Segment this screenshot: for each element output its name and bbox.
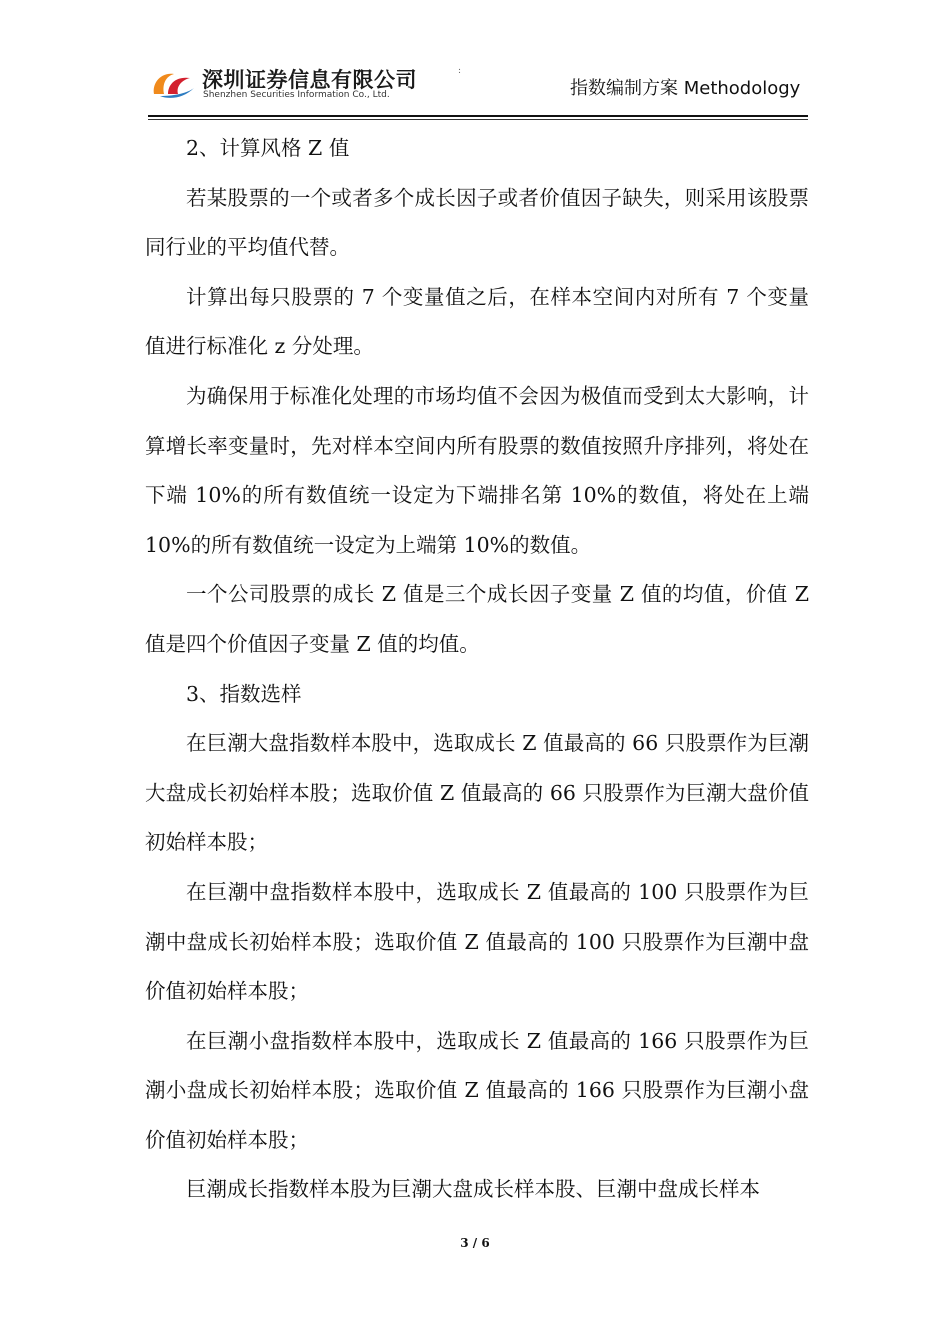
paragraph: 在巨潮大盘指数样本股中，选取成长 Z 值最高的 66 只股票作为巨潮大盘成长初始样本股；选取价值 Z 值最高的 66 只股票作为巨潮大盘价值初始样本股； bbox=[145, 731, 809, 855]
header-rule-thin bbox=[148, 119, 808, 120]
paragraph: 在巨潮小盘指数样本股中，选取成长 Z 值最高的 166 只股票作为巨潮小盘成长初始样本股；选取价值 Z 值最高的 166 只股票作为巨潮小盘价值初始样本股； bbox=[145, 1028, 809, 1152]
page-header bbox=[0, 0, 950, 122]
header-section-title: 指数编制方案 Methodology bbox=[570, 78, 801, 99]
section-heading: 3、指数选样 bbox=[186, 681, 302, 706]
company-logo-icon bbox=[150, 66, 196, 100]
page-number: 3 / 6 bbox=[460, 1236, 490, 1250]
paragraph: 若某股票的一个或者多个成长因子或者价值因子缺失，则采用该股票同行业的平均值代替。 bbox=[145, 185, 809, 260]
paragraph: 巨潮成长指数样本股为巨潮大盘成长样本股、巨潮中盘成长样本 bbox=[186, 1177, 760, 1202]
paragraph: 一个公司股票的成长 Z 值是三个成长因子变量 Z 值的均值，价值 Z 值是四个价值因子变量 Z 值的均值。 bbox=[145, 582, 809, 656]
document-body bbox=[145, 124, 809, 1215]
company-name-en: Shenzhen Securities Information Co., Ltd. bbox=[203, 90, 390, 100]
section-heading: 2、计算风格 Z 值 bbox=[186, 136, 350, 160]
header-rule-thick bbox=[148, 115, 808, 117]
paragraph: 为确保用于标准化处理的市场均值不会因为极值而受到太大影响，计算增长率变量时，先对样本空间内所有股票的数值按照升序排列，将处在下端 10%的所有数值统一设定为下端排名第 10%的数值，将处在上端 10%的所有数值统一设定为上端第 10%的数值。 bbox=[145, 383, 809, 557]
header-center-mark: : bbox=[458, 66, 462, 76]
company-logo bbox=[150, 64, 417, 104]
company-name-cn: 深圳证券信息有限公司 bbox=[202, 68, 417, 92]
paragraph: 计算出每只股票的 7 个变量值之后，在样本空间内对所有 7 个变量值进行标准化 z 分处理。 bbox=[145, 284, 809, 359]
paragraph: 在巨潮中盘指数样本股中，选取成长 Z 值最高的 100 只股票作为巨潮中盘成长初始样本股；选取价值 Z 值最高的 100 只股票作为巨潮中盘价值初始样本股； bbox=[145, 879, 809, 1004]
